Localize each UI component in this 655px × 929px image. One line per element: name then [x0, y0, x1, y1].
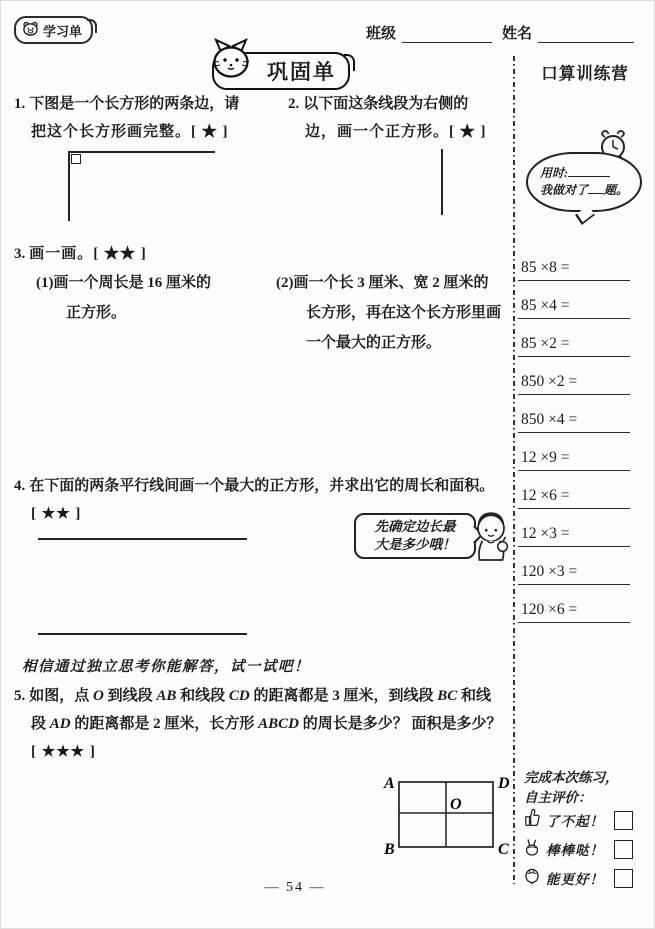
- time-label: 用时:: [540, 166, 568, 180]
- self-evaluation-list: [524, 810, 633, 888]
- page-title: 巩固单: [267, 60, 336, 84]
- problem-3-sub1: [36, 268, 211, 328]
- thumbs-up-icon: [524, 808, 540, 832]
- label-O: O: [450, 796, 462, 813]
- problem-4-number: 4.: [14, 478, 26, 494]
- problem-2-line1: 以下面这条线段为右侧的: [303, 96, 469, 112]
- footer-line1: 完成本次练习，: [524, 770, 619, 785]
- math-item[interactable]: 85 ×2 =: [518, 334, 630, 357]
- name-label: 姓名: [502, 26, 533, 42]
- math-item[interactable]: 12 ×3 =: [518, 524, 630, 547]
- problem-3-sub1-line2: 正方形。: [66, 305, 127, 321]
- parallel-line-top: [38, 538, 247, 540]
- math-item[interactable]: 12 ×6 =: [518, 486, 630, 509]
- bear-icon: [22, 21, 39, 40]
- boy-icon: [466, 506, 516, 569]
- encouragement-text: 相信通过独立思考你能解答，试一试吧！: [22, 659, 310, 675]
- done-label-pre: 我做对了: [540, 183, 589, 197]
- class-field: [366, 22, 492, 43]
- problem-3-title: 画一画。[ ★★ ]: [29, 246, 147, 262]
- problem-1-line1: 下图是一个长方形的两条边，请: [29, 96, 240, 112]
- rating-checkbox-great[interactable]: [614, 811, 633, 830]
- label-C: C: [498, 841, 509, 858]
- problem-1-line2: 把这个长方形画完整。[ ★ ]: [31, 124, 229, 140]
- figure1-top-line: [68, 151, 215, 153]
- parallel-line-bottom: [38, 633, 247, 635]
- problem-3-sub2-line1: (2)画一个长 3 厘米、宽 2 厘米的: [276, 275, 489, 291]
- rating-label: 棒棒哒！: [546, 843, 604, 858]
- problem-5-number: 5.: [14, 688, 26, 704]
- math-item[interactable]: 120 ×3 =: [518, 562, 630, 585]
- problem-3-head: [14, 240, 147, 268]
- name-field: [502, 22, 634, 43]
- title-badge: [212, 52, 350, 90]
- problem-2-line2: 边，画一个正方形。[ ★ ]: [305, 124, 487, 140]
- figure1-left-line: [68, 151, 70, 221]
- math-item[interactable]: 85 ×8 =: [518, 258, 630, 281]
- rating-row-great: [524, 810, 633, 830]
- name-blank[interactable]: [538, 25, 634, 43]
- self-evaluation-intro: [524, 768, 619, 808]
- problem-3-sub2-line2: 长方形，再在这个长方形里画: [306, 305, 502, 321]
- class-blank[interactable]: [402, 25, 492, 43]
- rating-label: 能更好！: [546, 872, 604, 887]
- problem-3-sub2-line3: 一个最大的正方形。: [306, 335, 442, 351]
- peace-hand-icon: [524, 837, 540, 861]
- done-blank[interactable]: [588, 182, 604, 194]
- label-D: D: [498, 775, 510, 792]
- problem-2-text: [288, 90, 487, 146]
- corner-badge: [14, 16, 93, 44]
- time-blank[interactable]: [568, 165, 610, 177]
- problem-1-text: [14, 90, 239, 146]
- done-label-post: 题。: [604, 183, 629, 197]
- label-B: B: [384, 841, 395, 858]
- rating-checkbox-good[interactable]: [614, 840, 633, 859]
- problem-3-number: 3.: [14, 246, 26, 262]
- hint-bubble: [354, 513, 476, 559]
- problem-2-number: 2.: [288, 96, 300, 112]
- math-item[interactable]: 850 ×2 =: [518, 372, 630, 395]
- corner-badge-label: 学习单: [43, 23, 83, 39]
- figure1-right-angle-marker: [71, 154, 81, 164]
- fist-icon: [524, 866, 540, 890]
- oral-math-list: [518, 258, 630, 638]
- problem-5-text: 5. 如图，点 O 到线段 AB 和线段 CD 的距离都是 3 厘米，到线段 BC 和线 段 AD 的距离都是 2 厘米，长方形 ABCD 的周长是多少？ 面积是多少？ [ ★★★ ]: [14, 682, 502, 766]
- label-A: A: [384, 775, 395, 792]
- problem-5-stars: [ ★★★ ]: [31, 744, 96, 760]
- hint-line2: 大是多少哦！: [374, 537, 456, 552]
- rating-row-good: [524, 839, 633, 859]
- rating-label: 了不起！: [546, 814, 604, 829]
- problem-4-stars: [ ★★ ]: [31, 506, 82, 522]
- page-number: — 54 —: [264, 880, 326, 895]
- math-item[interactable]: 85 ×4 =: [518, 296, 630, 319]
- math-item[interactable]: 12 ×9 =: [518, 448, 630, 471]
- hint-line1: 先确定边长最: [374, 519, 456, 534]
- math-item[interactable]: 120 ×6 =: [518, 600, 630, 623]
- math-item[interactable]: 850 ×4 =: [518, 410, 630, 433]
- sidebar-divider: [513, 56, 515, 884]
- problem-1-number: 1.: [14, 96, 26, 112]
- sidebar-header: 口算训练营: [541, 64, 629, 83]
- rating-checkbox-better[interactable]: [614, 869, 633, 888]
- timer-bubble: [526, 152, 642, 212]
- problem-3-sub1-line1: (1)画一个周长是 16 厘米的: [36, 275, 211, 291]
- problem-3-sub2: [276, 268, 501, 358]
- rating-row-better: [524, 868, 633, 888]
- figure2-segment: [441, 149, 443, 215]
- problem-4-line1: 在下面的两条平行线间画一个最大的正方形，并求出它的周长和面积。: [29, 478, 495, 494]
- class-label: 班级: [366, 26, 397, 42]
- footer-line2: 自主评价：: [524, 790, 592, 805]
- rectangle-abcd-figure: [376, 760, 516, 865]
- cat-icon: [208, 37, 254, 89]
